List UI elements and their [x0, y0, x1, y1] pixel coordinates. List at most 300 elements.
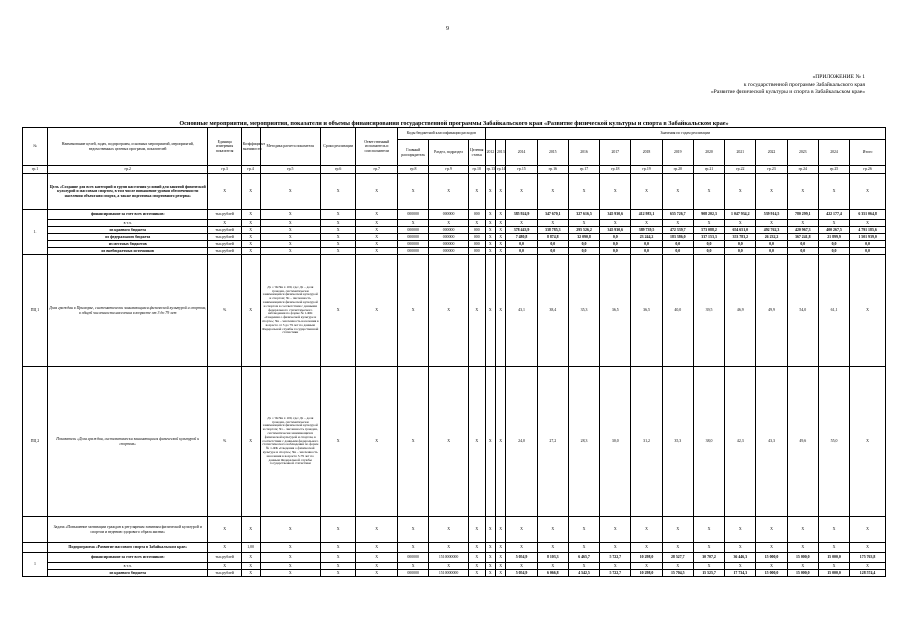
method-text: Дз = Чз/Чн x 100, где: Дз – доля граждан, систематически занимающихся физической культурой и спортом; Чз – численность граждан, систематически занимающихся физической культурой и спортом, в соответствии с данными федерального статистического наблюдения по форме № 1-ФК «Сведения о физической культуре и спорте»; Чн – численность населения в возрасте 3-79 лет по данным Федеральной службы государственной статистики [260, 367, 320, 517]
value-cell: 5 722,7 [600, 553, 631, 563]
method-cell: X [260, 210, 320, 220]
coef-cell: X [241, 570, 260, 577]
task-cell: X [429, 517, 469, 543]
year-cell: X [485, 248, 495, 255]
value-cell: 573 088,2 [693, 227, 724, 234]
value-cell: X [506, 563, 537, 570]
value-cell: 0,0 [818, 248, 849, 255]
value-cell: 40,0 [662, 255, 693, 367]
value-cell: 327 616,5 [568, 210, 599, 220]
value-cell: 15 704,5 [662, 570, 693, 577]
financing-row-label: финансирование за счет всех источников: [48, 553, 208, 563]
value-cell: 15 000,0 [756, 570, 787, 577]
task-cell: X [506, 517, 537, 543]
value-cell: 31,2 [631, 367, 662, 517]
value-cell: X [850, 220, 886, 227]
value-cell: 420 967,3 [787, 227, 818, 234]
value-cell: 35,3 [662, 367, 693, 517]
appendix-line-2: к государственной программе Забайкальского края [743, 81, 865, 88]
task-cell: X [756, 517, 787, 543]
goal-text: Цель «Создание для всех категорий и групп населения условий для занятий физической культурой и массовым спортом, в том числе повышение уровня обеспеченности населения объектами спорта, а также подготовка спортивного резерва» [48, 174, 208, 210]
task-cell: X [468, 517, 485, 543]
value-cell: X [631, 220, 662, 227]
column-number: гр.14 [496, 166, 506, 174]
subprogram-cell: X [725, 543, 756, 553]
header-year: 2017 [600, 140, 631, 166]
value-cell: 8 874,8 [537, 234, 568, 241]
unit-cell: тыс.рублей [208, 234, 241, 241]
term-cell: X [320, 553, 355, 563]
code-cell: 1510000000 [429, 553, 469, 563]
task-cell: X [725, 517, 756, 543]
value-cell: X [693, 220, 724, 227]
code-cell: 000 [468, 248, 485, 255]
code-cell: 000000 [429, 248, 469, 255]
code-cell: 000 [468, 234, 485, 241]
coef-cell: X [241, 255, 260, 367]
value-cell: 36,5 [631, 255, 662, 367]
value-cell: 0,0 [756, 248, 787, 255]
value-cell: 6 066,8 [537, 570, 568, 577]
value-cell: X [850, 255, 886, 367]
header-year: 2024 [818, 140, 849, 166]
header-razdel: Раздел, подраздел [429, 140, 469, 166]
code-cell: 000000 [398, 227, 429, 234]
term-cell: X [320, 234, 355, 241]
subprogram-cell: X [787, 543, 818, 553]
appendix-line-3: «Развитие физической культуры и спорта в Забайкальском крае» [710, 89, 865, 96]
subprogram-cell: X [356, 543, 398, 553]
task-cell: X [693, 517, 724, 543]
program-table [22, 127, 886, 577]
value-cell: 780 299,1 [787, 210, 818, 220]
indicator-name: Доля граждан в Приморье, систематически занимающихся физической культурой и спортом, в общей численности населения в возрасте от 3 до 79 лет [48, 255, 208, 367]
value-cell: X [850, 563, 886, 570]
value-cell: 0,0 [662, 248, 693, 255]
row-num: 1. [23, 210, 48, 255]
value-cell: 5 722,7 [600, 570, 631, 577]
task-cell: X [241, 517, 260, 543]
task-cell: X [600, 517, 631, 543]
goal-cell: X [631, 174, 662, 210]
year-cell: X [485, 210, 495, 220]
value-cell: 27,2 [537, 367, 568, 517]
value-cell: 24,0 [506, 367, 537, 517]
value-cell: 0,0 [787, 241, 818, 248]
header-year: 2018 [631, 140, 662, 166]
value-cell: 7 480,8 [506, 234, 537, 241]
value-cell: 5 054,9 [506, 553, 537, 563]
code-cell: X [468, 553, 485, 563]
code-cell: 000 [468, 241, 485, 248]
executor-cell: X [356, 210, 398, 220]
x-cell: X [398, 255, 429, 367]
code-cell: 000 [468, 210, 485, 220]
method-cell: X [260, 227, 320, 234]
value-cell: 337 153,3 [693, 234, 724, 241]
value-cell: 0,0 [600, 241, 631, 248]
column-number: гр.9 [429, 166, 469, 174]
year-cell: X [496, 234, 506, 241]
value-cell: X [506, 220, 537, 227]
x-cell: X [398, 367, 429, 517]
column-number: гр.13 [485, 166, 495, 174]
goal-cell: X [756, 174, 787, 210]
code-cell: X [468, 563, 485, 570]
header-year: 2019 [662, 140, 693, 166]
value-cell: 6 351 064,8 [850, 210, 886, 220]
header-coef: Коэффициент значимости [241, 128, 260, 166]
value-cell: 347 670,1 [537, 210, 568, 220]
subprogram-cell: X [818, 543, 849, 553]
subprogram-cell: X [429, 543, 469, 553]
value-cell: 55,0 [818, 367, 849, 517]
goal-cell: X [496, 174, 506, 210]
column-number: гр.26 [850, 166, 886, 174]
subprogram-cell: X [662, 543, 693, 553]
value-cell: 32 090,8 [568, 234, 599, 241]
year-cell: X [496, 227, 506, 234]
financing-row-label: из краевого бюджета [48, 570, 208, 577]
year-cell: X [485, 255, 495, 367]
value-cell: 0,0 [631, 248, 662, 255]
financing-row-label: из федерального бюджета [48, 234, 208, 241]
value-cell: X [787, 563, 818, 570]
x-cell: X [320, 367, 355, 517]
page-number: 9 [446, 26, 449, 32]
column-number: гр.6 [320, 166, 355, 174]
column-number: гр.22 [725, 166, 756, 174]
value-cell: 15 000,0 [756, 553, 787, 563]
year-cell: X [496, 563, 506, 570]
subprogram-cell: X [600, 543, 631, 553]
value-cell: X [568, 220, 599, 227]
value-cell: 0,0 [568, 241, 599, 248]
indicator-num: ПЦ 2 [23, 367, 48, 517]
value-cell: 412 983,1 [631, 210, 662, 220]
subprogram-cell: X [260, 543, 320, 553]
value-cell: 49,9 [756, 255, 787, 367]
column-number: гр.2 [48, 166, 208, 174]
value-cell: 17 734,3 [725, 570, 756, 577]
value-cell: 183 386,0 [662, 234, 693, 241]
value-cell: 908 202,3 [693, 210, 724, 220]
year-cell: X [496, 553, 506, 563]
code-cell: 000000 [398, 553, 429, 563]
header-name: Наименование целей, задач, подпрограмм, основных мероприятий, мероприятий, ведомственных целевых программ, показателей [48, 128, 208, 166]
value-cell: X [818, 220, 849, 227]
value-cell: 175 763,8 [850, 553, 886, 563]
value-cell: 0,0 [537, 241, 568, 248]
header-year: 2021 [725, 140, 756, 166]
value-cell: X [725, 563, 756, 570]
value-cell: 6 465,7 [568, 553, 599, 563]
subprogram-cell: X [850, 543, 886, 553]
goal-cell: X [398, 174, 429, 210]
method-cell: X [260, 570, 320, 577]
value-cell: 367 241,8 [787, 234, 818, 241]
value-cell: 654 651,0 [725, 227, 756, 234]
goal-cell: X [662, 174, 693, 210]
column-number: гр.25 [818, 166, 849, 174]
value-cell: 378 443,9 [506, 227, 537, 234]
coef-cell: X [241, 241, 260, 248]
task-text: Задача «Повышение мотивации граждан к регулярным занятиям физической культурой и спортом и ведению здорового образа жизни» [48, 517, 208, 543]
value-cell: 1 047 934,2 [725, 210, 756, 220]
header-year: 2020 [693, 140, 724, 166]
value-cell: 5 054,9 [506, 570, 537, 577]
column-number: гр.21 [693, 166, 724, 174]
task-cell: X [398, 517, 429, 543]
subprogram-cell: X [756, 543, 787, 553]
subprogram-cell: X [693, 543, 724, 553]
subprogram-cell: X [568, 543, 599, 553]
header-year: 2022 [756, 140, 787, 166]
financing-row-label: в т.ч. [48, 563, 208, 570]
value-cell: 0,0 [631, 241, 662, 248]
goal-cell: X [429, 174, 469, 210]
header-executor: Ответственный исполнитель и соисполнители [356, 128, 398, 166]
column-number: гр.18 [600, 166, 631, 174]
code-cell: X [468, 220, 485, 227]
method-cell: X [260, 248, 320, 255]
goal-cell: X [320, 174, 355, 210]
value-cell: 389 739,5 [631, 227, 662, 234]
year-cell: X [485, 234, 495, 241]
subprogram-cell: X [468, 543, 485, 553]
value-cell: 0,0 [693, 241, 724, 248]
value-cell: 15 000,0 [818, 553, 849, 563]
column-number: гр.5 [260, 166, 320, 174]
task-cell: X [320, 517, 355, 543]
header-term: Сроки реализации [320, 128, 355, 166]
value-cell: X [693, 563, 724, 570]
value-cell: 1 501 939,0 [850, 234, 886, 241]
x-cell: X [356, 255, 398, 367]
unit-cell: тыс.рублей [208, 227, 241, 234]
goal-cell: X [485, 174, 495, 210]
method-cell: X [260, 220, 320, 227]
task-cell: X [631, 517, 662, 543]
task-cell: X [496, 517, 506, 543]
value-cell: X [537, 220, 568, 227]
header-budget-code: Коды бюджетной классификации расходов [398, 128, 486, 140]
column-number: гр.4 [241, 166, 260, 174]
financing-row-label: финансирование за счет всех источников: [48, 210, 208, 220]
code-cell: 000000 [398, 248, 429, 255]
year-cell: X [485, 220, 495, 227]
method-cell: X [260, 563, 320, 570]
coef-cell: X [241, 248, 260, 255]
year-cell: X [485, 570, 495, 577]
value-cell: 0,0 [506, 241, 537, 248]
unit-cell: X [208, 220, 241, 227]
row-num [23, 543, 48, 553]
value-cell: 0,0 [600, 248, 631, 255]
value-cell: 4 542,5 [568, 570, 599, 577]
code-cell: 000000 [398, 210, 429, 220]
value-cell: 385 924,9 [506, 210, 537, 220]
goal-cell: X [850, 174, 886, 210]
value-cell: 30,0 [600, 367, 631, 517]
value-cell: 0,0 [662, 241, 693, 248]
subprogram-cell: X [320, 543, 355, 553]
coef-cell: X [241, 553, 260, 563]
value-cell: 472 339,7 [662, 227, 693, 234]
value-cell: 10 298,0 [631, 553, 662, 563]
value-cell: 539 914,5 [756, 210, 787, 220]
value-cell: 128 574,4 [850, 570, 886, 577]
financing-row-label: в т.ч. [48, 220, 208, 227]
coef-cell: X [241, 210, 260, 220]
value-cell: 0,0 [787, 248, 818, 255]
value-cell: 15 000,0 [787, 570, 818, 577]
year-cell: X [485, 553, 495, 563]
executor-cell: X [356, 234, 398, 241]
unit-cell: тыс.рублей [208, 570, 241, 577]
subprogram-cell: X [631, 543, 662, 553]
goal-cell: X [725, 174, 756, 210]
value-cell: 43,1 [506, 255, 537, 367]
header-method: Методика расчета показателя [260, 128, 320, 166]
method-cell: X [260, 234, 320, 241]
header-year: 2016 [568, 140, 599, 166]
value-cell: X [568, 563, 599, 570]
appendix-line-1: «ПРИЛОЖЕНИЕ № 1 [812, 74, 865, 80]
goal-cell: X [600, 174, 631, 210]
value-cell: 0,0 [850, 241, 886, 248]
column-number: гр.20 [662, 166, 693, 174]
task-cell: X [485, 517, 495, 543]
value-cell: 0,0 [693, 248, 724, 255]
value-cell: 295 526,2 [568, 227, 599, 234]
value-cell: 353 783,2 [725, 234, 756, 241]
coef-cell: 1,00 [241, 543, 260, 553]
goal-cell: X [818, 174, 849, 210]
value-cell: 400 267,5 [818, 227, 849, 234]
code-cell: 000000 [429, 210, 469, 220]
financing-row-label: из краевого бюджета [48, 227, 208, 234]
value-cell: 38,0 [693, 367, 724, 517]
method-cell: X [260, 553, 320, 563]
value-cell: 43,3 [756, 367, 787, 517]
goal-cell: X [693, 174, 724, 210]
code-cell: 1510000000 [429, 570, 469, 577]
value-cell: X [537, 563, 568, 570]
executor-cell: X [356, 241, 398, 248]
term-cell: X [320, 241, 355, 248]
unit-cell: X [208, 543, 241, 553]
value-cell: 0,0 [600, 234, 631, 241]
value-cell: 36 446,3 [725, 553, 756, 563]
value-cell: X [850, 367, 886, 517]
value-cell: X [600, 220, 631, 227]
subprogram-cell: X [398, 543, 429, 553]
code-cell: X [429, 220, 469, 227]
task-cell: X [787, 517, 818, 543]
value-cell: 30 707,2 [693, 553, 724, 563]
unit-cell: тыс.рублей [208, 553, 241, 563]
value-cell: 0,0 [756, 241, 787, 248]
column-number: гр.16 [537, 166, 568, 174]
value-cell: X [725, 220, 756, 227]
executor-cell: X [356, 220, 398, 227]
task-cell: X [356, 517, 398, 543]
coef-cell: X [241, 227, 260, 234]
value-cell: 15 000,0 [787, 553, 818, 563]
year-cell: X [496, 248, 506, 255]
value-cell: 492 762,3 [756, 227, 787, 234]
year-cell: X [485, 563, 495, 570]
unit-cell: % [208, 367, 241, 517]
term-cell: X [320, 227, 355, 234]
subprogram-cell: X [496, 543, 506, 553]
executor-cell: X [356, 570, 398, 577]
task-cell: X [818, 517, 849, 543]
value-cell: 35,3 [568, 255, 599, 367]
value-cell: 8 103,3 [537, 553, 568, 563]
x-cell: X [356, 367, 398, 517]
code-cell: X [468, 570, 485, 577]
code-cell: X [398, 220, 429, 227]
value-cell: 42,3 [725, 367, 756, 517]
value-cell: 655 726,7 [662, 210, 693, 220]
code-cell: 000 [468, 227, 485, 234]
subprogram-text: Подпрограмма «Развитие массового спорта в Забайкальском крае» [48, 543, 208, 553]
task-cell: X [537, 517, 568, 543]
indicator-num: ПЦ 1 [23, 255, 48, 367]
row-num: 1 [23, 553, 48, 577]
header-tselevaya: Целевая статья [468, 140, 485, 166]
column-number: гр.8 [398, 166, 429, 174]
year-cell: X [496, 241, 506, 248]
value-cell: 0,0 [818, 241, 849, 248]
value-cell: 345 930,6 [600, 227, 631, 234]
unit-cell: % [208, 255, 241, 367]
goal-cell: X [537, 174, 568, 210]
coef-cell: X [241, 220, 260, 227]
column-number: гр.24 [787, 166, 818, 174]
header-years-group: Значения по годам реализации [485, 128, 885, 140]
code-cell: 000000 [398, 234, 429, 241]
value-cell: X [631, 563, 662, 570]
executor-cell: X [356, 227, 398, 234]
task-cell: X [208, 517, 241, 543]
financing-row-label: из внебюджетных источников [48, 248, 208, 255]
executor-cell: X [356, 248, 398, 255]
value-cell: 21 899,9 [818, 234, 849, 241]
value-cell: 345 930,6 [600, 210, 631, 220]
task-cell: X [260, 517, 320, 543]
executor-cell: X [356, 563, 398, 570]
value-cell: 0,0 [537, 248, 568, 255]
value-cell: 0,0 [506, 248, 537, 255]
goal-cell: X [506, 174, 537, 210]
task-cell: X [850, 517, 886, 543]
value-cell: 0,0 [850, 248, 886, 255]
term-cell: X [320, 563, 355, 570]
x-cell: X [320, 255, 355, 367]
goal-cell: X [787, 174, 818, 210]
value-cell: 46,9 [725, 255, 756, 367]
subprogram-cell: X [485, 543, 495, 553]
x-cell: X [468, 255, 485, 367]
year-cell: X [496, 220, 506, 227]
x-cell: X [468, 367, 485, 517]
value-cell: 0,0 [725, 241, 756, 248]
value-cell: X [756, 220, 787, 227]
indicator-name: Показатель «Доля граждан, систематически занимающихся физической культурой и спортом» [48, 367, 208, 517]
